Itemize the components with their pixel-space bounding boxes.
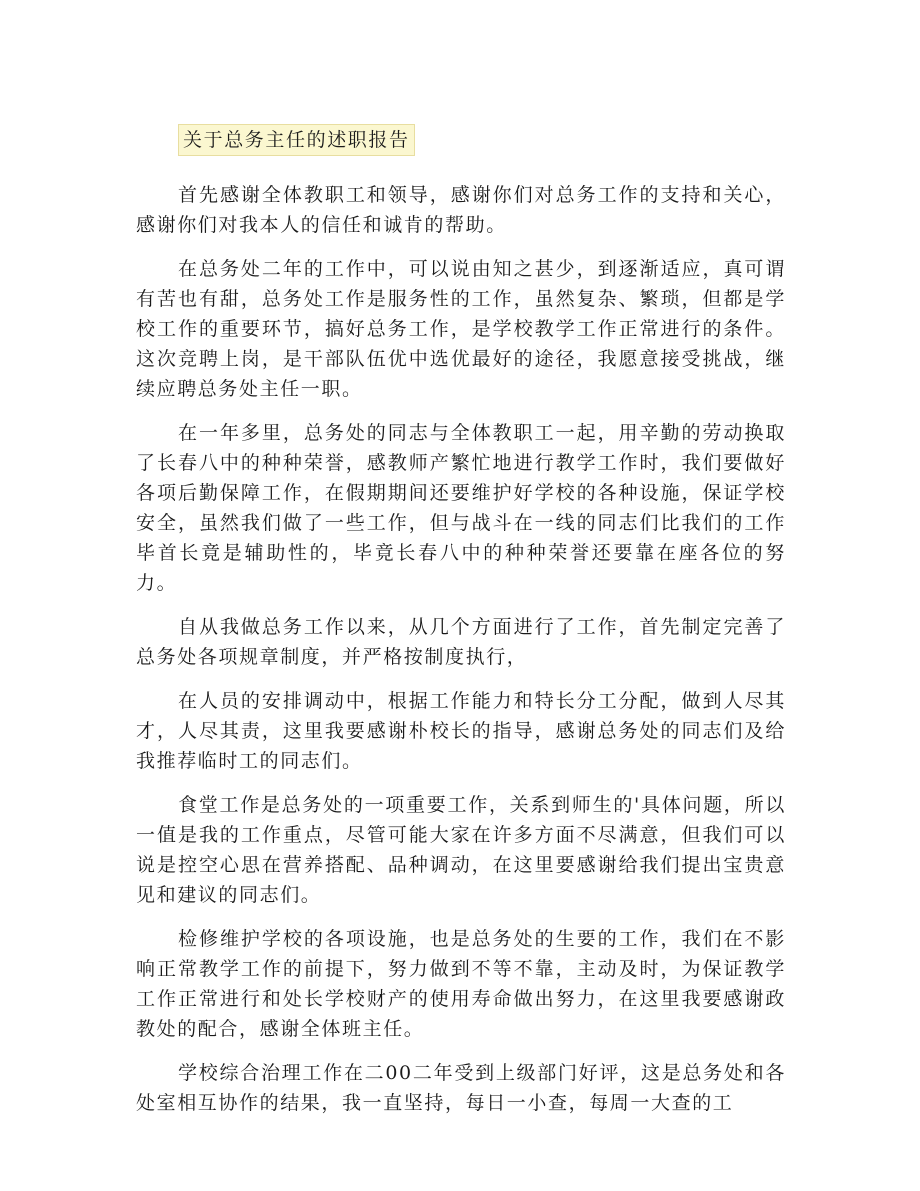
paragraph: 食堂工作是总务处的一项重要工作，关系到师生的'具体问题，所以一值是我的工作重点，尽管可能大家在许多方面不尽满意，但我们可以说是控空心思在营养搭配、品种调动，在这里要感谢给我们提出宝贵意见和建议的同志们。	[136, 794, 786, 906]
paragraph: 检修维护学校的各项设施，也是总务处的生要的工作，我们在不影响正常教学工作的前提下，努力做到不等不靠，主动及时，为保证教学工作正常进行和处长学校财产的使用寿命做出努力，在这里我要感谢政教处的配合，感谢全体班主任。	[136, 928, 786, 1040]
document-title: 关于总务主任的述职报告	[178, 124, 415, 156]
document-body	[136, 124, 786, 1132]
paragraph: 首先感谢全体教职工和领导，感谢你们对总务工作的支持和关心，感谢你们对我本人的信任和诚肯的帮助。	[136, 184, 786, 236]
paragraph: 自从我做总务工作以来，从几个方面进行了工作，首先制定完善了总务处各项规章制度，并严格按制度执行，	[136, 616, 786, 668]
paragraph: 在总务处二年的工作中，可以说由知之甚少，到逐渐适应，真可谓有苦也有甜，总务处工作是服务性的工作，虽然复杂、繁琐，但都是学校工作的重要环节，搞好总务工作，是学校教学工作正常进行的条件。这次竞聘上岗，是干部队伍优中选优最好的途径，我愿意接受挑战，继续应聘总务处主任一职。	[136, 258, 786, 400]
paragraph: 学校综合治理工作在二00二年受到上级部门好评，这是总务处和各处室相互协作的结果，我一直坚持，每日一小查，每周一大查的工	[136, 1062, 786, 1114]
paragraph: 在一年多里，总务处的同志与全体教职工一起，用辛勤的劳动换取了长春八中的种种荣誉，感教师产繁忙地进行教学工作时，我们要做好各项后勤保障工作，在假期期间还要维护好学校的各种设施，保证学校安全，虽然我们做了一些工作，但与战斗在一线的同志们比我们的工作毕首长竟是辅助性的，毕竟长春八中的种种荣誉还要靠在座各位的努力。	[136, 422, 786, 594]
paragraph: 在人员的安排调动中，根据工作能力和特长分工分配，做到人尽其才，人尽其责，这里我要感谢朴校长的指导，感谢总务处的同志们及给我推荐临时工的同志们。	[136, 690, 786, 772]
title-row	[136, 124, 786, 156]
